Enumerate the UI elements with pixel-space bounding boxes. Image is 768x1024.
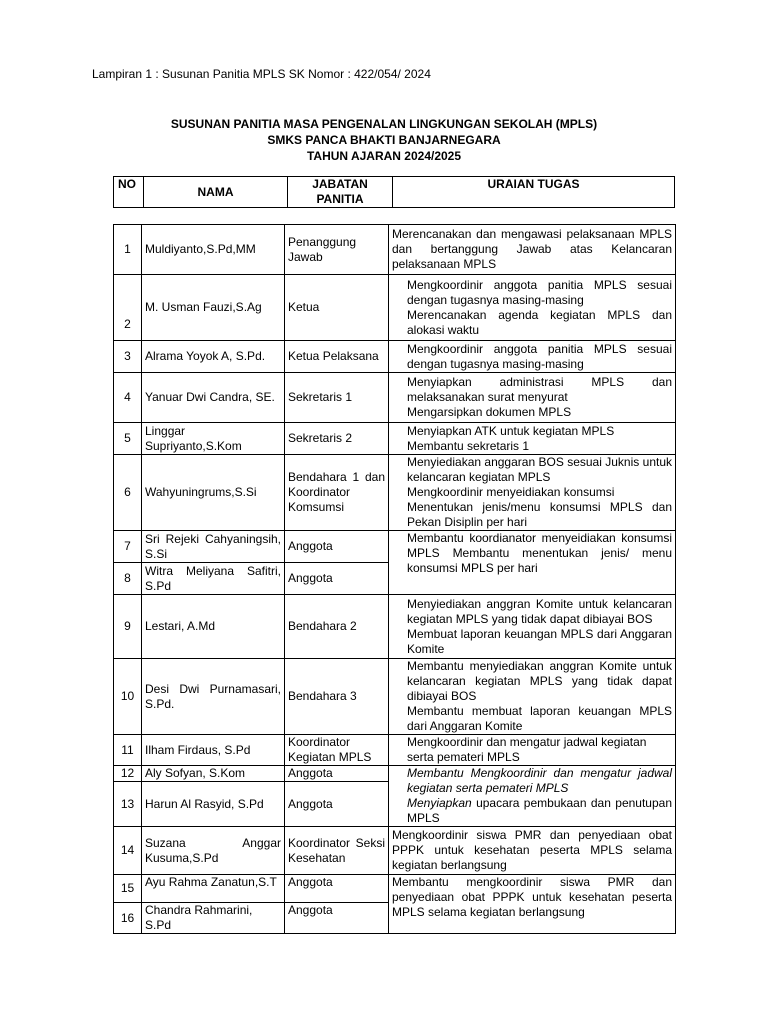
table-row [114, 735, 676, 766]
row-jabatan: Sekretaris 1 [285, 373, 389, 423]
table-row [114, 766, 676, 782]
row-tugas [389, 735, 676, 766]
table-row [114, 595, 676, 659]
table-row [114, 827, 676, 875]
heading-line-2: SMKS PANCA BHAKTI BANJARNEGARA [267, 133, 501, 147]
duty-item: Membantu menyiediakan anggran Komite untuk kelancaran kegiatan MPLS yang tidak dapat dibiayai BOS [407, 659, 672, 703]
row-no: 1 [114, 225, 142, 275]
row-nama: Lestari, A.Md [142, 595, 285, 659]
duty-item-verb: Menyiapkan [407, 796, 472, 810]
row-nama: Ayu Rahma Zanatun,S.T [142, 875, 285, 903]
row-jabatan: Anggota [285, 903, 389, 934]
duty-item: Membuat laporan keuangan MPLS dari Anggaran Komite [407, 626, 672, 656]
table-row [114, 531, 676, 563]
row-tugas [389, 275, 676, 341]
document-heading [0, 116, 768, 164]
row-no: 15 [114, 875, 142, 903]
duty-item: Mengkoordinir anggota panitia MPLS sesuai dengan tugasnya masing-masing [407, 277, 672, 307]
row-jabatan: Anggota [285, 782, 389, 827]
duty-item: Merencanakan agenda kegiatan MPLS dan alokasi waktu [407, 307, 672, 337]
row-jabatan: Koordinator Seksi Kesehatan [285, 827, 389, 875]
row-nama: Harun Al Rasyid, S.Pd [142, 782, 285, 827]
duty-item: Mengkoordinir anggota panitia MPLS sesuai dengan tugasnya masing-masing [407, 341, 672, 371]
row-no: 14 [114, 827, 142, 875]
duty-item: Menyiapkan ATK untuk kegiatan MPLS [407, 423, 615, 438]
duty-item: Menyiapkan administrasi MPLS dan melaksanakan surat menyurat [407, 375, 672, 404]
table-row [114, 875, 676, 903]
row-no: 11 [114, 735, 142, 766]
row-no: 2 [114, 275, 142, 341]
duty-item: Membantu koordianator menyeidiakan konsumsi MPLS Membantu menentukan jenis/ menu konsumsi MPLS per hari [407, 531, 672, 575]
row-jabatan: Sekretaris 2 [285, 423, 389, 455]
duty-item: Membantu Mengkoordinir dan mengatur jadwal kegiatan serta pemateri MPLS [407, 766, 672, 795]
row-jabatan: Bendahara 3 [285, 659, 389, 735]
duty-item: Menyiediakan anggaran BOS sesuai Juknis untuk kelancaran kegiatan MPLS [407, 455, 672, 484]
row-jabatan: Anggota [285, 563, 389, 595]
table-row [114, 341, 676, 373]
table-row [114, 275, 676, 341]
column-header-jabatan-line-1: JABATAN [312, 177, 368, 191]
table-row [114, 373, 676, 423]
row-jabatan: Bendahara 1 dan Koordinator Komsumsi [285, 455, 389, 531]
row-tugas [389, 423, 676, 455]
row-no: 13 [114, 782, 142, 827]
column-header-no: NO [114, 177, 144, 208]
row-tugas-shared [389, 875, 676, 934]
heading-line-3: TAHUN AJARAN 2024/2025 [306, 149, 462, 163]
row-nama: Wahyuningrums,S.Si [142, 455, 285, 531]
row-nama: Sri Rejeki Cahyaningsih, S.Si [142, 531, 285, 563]
row-jabatan: Anggota [285, 766, 389, 782]
duty-item [407, 796, 672, 826]
duty-item: Membantu sekretaris 1 [407, 438, 530, 453]
row-jabatan: Ketua [285, 275, 389, 341]
column-header-jabatan [288, 177, 393, 208]
row-nama: Chandra Rahmarini, S.Pd [142, 903, 285, 934]
row-jabatan: Ketua Pelaksana [285, 341, 389, 373]
row-nama: Aly Sofyan, S.Kom [142, 766, 285, 782]
row-nama: Alrama Yoyok A, S.Pd. [142, 341, 285, 373]
table-row [114, 455, 676, 531]
row-tugas [389, 595, 676, 659]
row-tugas [389, 659, 676, 735]
row-jabatan: Anggota [285, 531, 389, 563]
attachment-label: Lampiran 1 : Susunan Panitia MPLS SK Nomor : 422/054/ 2024 [92, 67, 431, 81]
row-nama: Yanuar Dwi Candra, SE. [142, 373, 285, 423]
row-nama: Witra Meliyana Safitri, S.Pd [142, 563, 285, 595]
table-row [114, 659, 676, 735]
row-nama: Desi Dwi Purnamasari, S.Pd. [142, 659, 285, 735]
row-no: 3 [114, 341, 142, 373]
row-nama: Linggar Supriyanto,S.Kom [142, 423, 285, 455]
row-no: 7 [114, 531, 142, 563]
column-header-uraian: URAIAN TUGAS [393, 177, 675, 208]
row-tugas-shared [389, 766, 676, 827]
row-jabatan: Penanggung Jawab [285, 225, 389, 275]
column-header-nama: NAMA [144, 177, 288, 208]
table-row [114, 423, 676, 455]
row-tugas [389, 373, 676, 423]
row-tugas [389, 455, 676, 531]
heading-line-1: SUSUNAN PANITIA MASA PENGENALAN LINGKUNGAN SEKOLAH (MPLS) [170, 117, 598, 131]
row-no: 12 [114, 766, 142, 782]
row-tugas-shared [389, 531, 676, 595]
column-header-jabatan-line-2: PANITIA [316, 192, 364, 206]
row-tugas [389, 827, 676, 875]
table-row [114, 225, 676, 275]
duty-item: Merencanakan dan mengawasi pelaksanaan MPLS dan bertanggung Jawab atas Kelancaran pelaksanaan MPLS [392, 227, 672, 271]
duty-item: Membantu membuat laporan keuangan MPLS dari Anggaran Komite [407, 704, 672, 733]
row-no: 4 [114, 373, 142, 423]
duty-item: Mengkoordinir dan mengatur jadwal kegiatan serta pemateri MPLS [407, 735, 647, 764]
row-no: 6 [114, 455, 142, 531]
duty-item: Menentukan jenis/menu konsumsi MPLS dan Pekan Disiplin per hari [407, 500, 672, 529]
duty-item: Mengkoordinir menyeidiakan konsumsi [407, 485, 615, 499]
row-jabatan: Anggota [285, 875, 389, 903]
row-no: 16 [114, 903, 142, 934]
column-header-table [113, 176, 675, 208]
duty-item: Mengkoordinir siswa PMR dan penyediaan obat PPPK untuk kesehatan peserta MPLS selama kegiatan berlangsung [392, 828, 672, 872]
duty-item: Menyiediakan anggran Komite untuk kelancaran kegiatan MPLS yang tidak dapat dibiayai BOS [407, 596, 672, 626]
row-jabatan: Bendahara 2 [285, 595, 389, 659]
row-nama: Muldiyanto,S.Pd,MM [142, 225, 285, 275]
row-nama: Ilham Firdaus, S.Pd [142, 735, 285, 766]
row-no: 10 [114, 659, 142, 735]
committee-table [113, 224, 676, 934]
row-tugas [389, 225, 676, 275]
row-tugas [389, 341, 676, 373]
row-no: 5 [114, 423, 142, 455]
row-nama: Suzana Anggar Kusuma,S.Pd [142, 827, 285, 875]
row-no: 8 [114, 563, 142, 595]
duty-item-rest: upacara pembukaan dan penutupan MPLS [407, 796, 672, 825]
row-jabatan: Koordinator Kegiatan MPLS [285, 735, 389, 766]
duty-item: Mengarsipkan dokumen MPLS [407, 405, 572, 419]
row-no: 9 [114, 595, 142, 659]
duty-item: Membantu mengkoordinir siswa PMR dan penyediaan obat PPPK untuk kesehatan peserta MPLS selama kegiatan berlangsung [392, 875, 672, 919]
row-nama: M. Usman Fauzi,S.Ag [142, 275, 285, 341]
